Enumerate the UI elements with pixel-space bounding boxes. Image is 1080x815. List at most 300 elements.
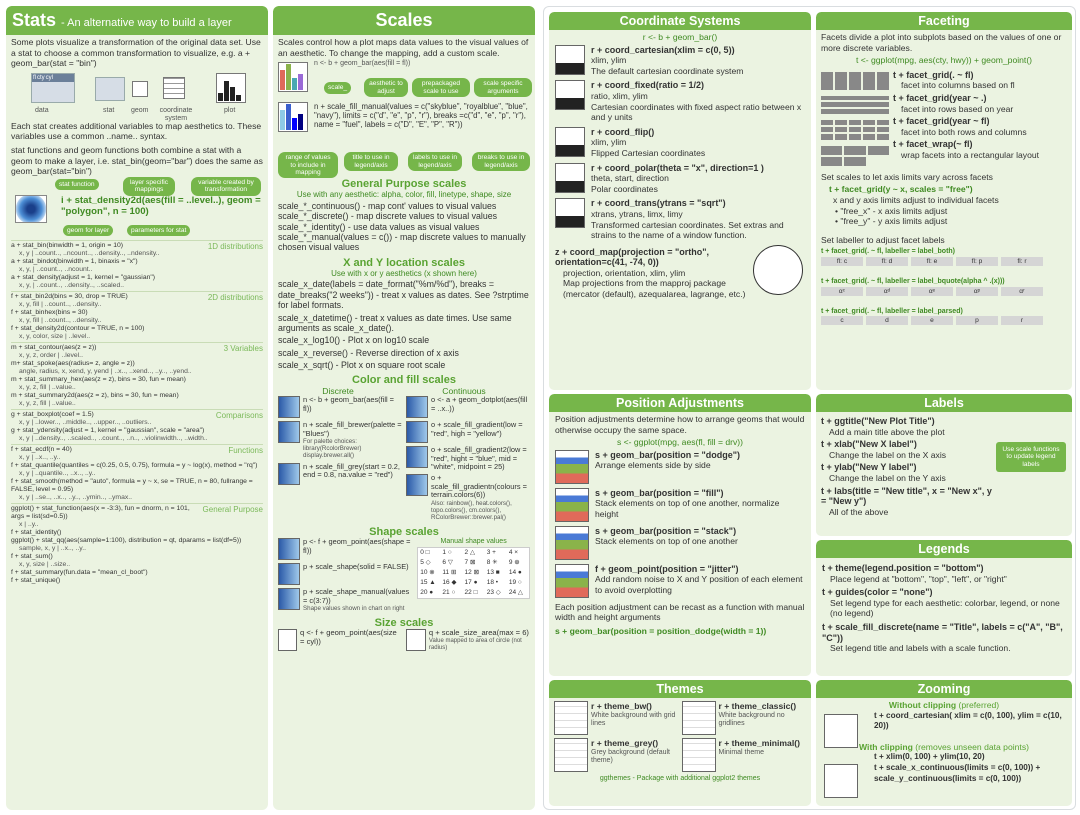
labels-title: Labels: [816, 394, 1072, 412]
coord-text: [591, 198, 805, 240]
stat-code: f + stat_density2d(contour = TRUE, n = 100): [11, 324, 145, 332]
col-fl: fl: [33, 74, 36, 81]
position-icon: [555, 526, 589, 560]
scales-column: [273, 6, 535, 810]
pill-params: parameters for stat: [127, 225, 190, 236]
scale-code1: n <- b + geom_bar(aes(fill = fl)): [314, 60, 411, 68]
facet-label-tab: fl: p: [956, 257, 998, 266]
stats-combine-text: stat functions and geom functions both combine a stat with a geom to make a layer, i.e. stat_bin(geom="bar") does the same as geom_bar(stat="bin"): [11, 144, 263, 177]
facet-desc: wrap facets into a rectangular layout: [901, 149, 1040, 160]
coord-item: [555, 127, 805, 159]
lab2-code: t + facet_grid(. ~ fl, labeller = label_bquote(alpha ^ .(x))): [821, 277, 1005, 285]
stats-title: Stats: [12, 10, 57, 30]
stat-code: f + stat_bin2d(bins = 30, drop = TRUE): [11, 292, 128, 300]
cf-discrete-text: [303, 396, 402, 418]
continuous-label: Continuous: [442, 385, 486, 396]
stat-vars: x, y | ..density.., ..scaled.., ..count.., ..n.., ..violinwidth.., ..width..: [19, 434, 208, 442]
cf-continuous-row: [406, 446, 530, 471]
facet-label-tab: c: [821, 316, 863, 325]
xy-item: scale_x_date(labels = date_format("%m/%d"), breaks = date_breaks("2 weeks")) - treat x values as dates. See ?strptime for label formats.: [278, 279, 529, 311]
coord-base: r <- b + geom_bar(): [642, 32, 718, 42]
pill-range: range of values to include in mapping: [278, 152, 338, 178]
stat-vars: x, y | ..lower.., ..middle.., ..upper.., ..outliers..: [19, 418, 152, 426]
xy-item: scale_x_sqrt() - Plot x on square root scale: [278, 360, 446, 371]
theme-icon: [682, 701, 716, 735]
data-table-icon: [31, 73, 75, 103]
stat-vars: x, y, | ..count.., ..ncount..: [19, 265, 93, 273]
size-area-icon: [406, 629, 426, 651]
theme-desc: White background with grid lines: [591, 711, 676, 728]
size-note: Value mapped to area of circle (not radius): [428, 637, 522, 651]
density2d-icon: [15, 195, 47, 223]
size-right-code: q + scale_size_area(max = 6): [428, 628, 529, 638]
zoom-code2: t + xlim(0, 100) + ylim(10, 20): [874, 752, 985, 762]
coord-item: [555, 80, 805, 122]
position-item: [555, 450, 805, 484]
cf-discrete-row: [278, 421, 402, 459]
facet-code: t + facet_grid(year ~ .): [893, 92, 987, 103]
xy-item: scale_x_reverse() - Reverse direction of x axis: [278, 347, 459, 358]
zoom-with: [822, 742, 1066, 753]
cf-discrete-code: n + scale_fill_brewer(palette = "Blues"): [303, 420, 402, 438]
stat-vars: x | ..y..: [19, 520, 39, 528]
stat-diagram: [11, 71, 263, 121]
position-code: s + geom_bar(position = "fill"): [595, 487, 724, 498]
legend-code: t + theme(legend.position = "bottom"): [822, 563, 984, 573]
legends-list: [816, 558, 1072, 656]
label-desc: Change the label on the Y axis: [829, 472, 946, 483]
shape-code: p + scale_shape_manual(values = c(3:7)): [303, 587, 410, 605]
facet-label-tab: p: [956, 316, 998, 325]
scale-anatomy: [278, 58, 530, 178]
position-desc: Stack elements on top of one another, normalize height: [595, 498, 780, 519]
scale-code2: n + scale_fill_manual(values = c("skyblue", "royalblue", "blue", "navy"), limits = c("d", "e", "p", "r"), breaks =c("d", "e", "p", "r"), name = "fuel", labels = c("D", "E", "P", "R")): [314, 102, 528, 130]
coord-map-args: projection, orientation, xlim, ylim: [563, 267, 686, 278]
theme-code: r + theme_minimal(): [718, 738, 800, 748]
size-left-code: q <- f + geom_point(aes(size = cyl)): [300, 628, 397, 646]
free-y-text: "free_y" - y axis limits adjust: [840, 216, 948, 227]
stat-code: f + stat_ecdf(n = 40): [11, 445, 72, 453]
cf-continuous-icon: [406, 396, 428, 418]
coord-text: [591, 80, 805, 122]
coord-desc: Flipped Cartesian coordinates: [591, 147, 706, 158]
shape-cell: 20 ●: [420, 588, 434, 596]
legend-code: t + guides(color = "none"): [822, 587, 933, 598]
shape-row: [278, 538, 413, 560]
legend-desc: Place legend at "bottom", "top", "left", or "right": [830, 573, 1007, 584]
theme-text: [719, 701, 807, 735]
position-item: [555, 488, 805, 522]
stat-code: m+ stat_spoke(aes(radius= z, angle = z)): [11, 359, 135, 367]
xy-item: scale_x_datetime() - treat x values as date times. Use same arguments as scale_x_date().: [278, 312, 512, 334]
pill-stat-function: stat function: [55, 179, 99, 190]
xy-sub: Use with x or y aesthetics (x shown here): [331, 268, 477, 278]
stat-vars: x, y, | ..count.., ..density.., ..scaled..: [19, 281, 125, 289]
legend-desc: Set legend type for each aesthetic: colorbar, legend, or none (no legend): [830, 597, 1060, 619]
coord-code: r + coord_fixed(ratio = 1/2): [591, 80, 705, 91]
cf-continuous-text: [431, 396, 530, 418]
stat-vars: x, y, z, fill | ..value..: [19, 399, 76, 407]
diagram-plot-label: plot: [224, 106, 236, 114]
coord-desc: Polar coordinates: [591, 183, 658, 194]
theme-desc: Minimal theme: [718, 748, 765, 756]
theme-text: [719, 738, 800, 772]
shape-cell: 6 ▽: [442, 558, 453, 566]
coord-map: [549, 245, 811, 302]
theme-item: [554, 701, 679, 735]
facet-code: t + facet_grid(year ~ fl): [893, 116, 990, 127]
label-code: t + ylab("New Y label"): [821, 462, 917, 473]
cf-continuous-icon: [406, 446, 428, 468]
position-list: [555, 450, 805, 598]
legend-code: t + scale_fill_discrete(name = "Title", labels = c("A", "B", "C")): [822, 621, 1063, 643]
position-desc: Arrange elements side by side: [595, 460, 711, 471]
cf-continuous-code: o <- a + geom_dotplot(aes(fill = ..x..)): [431, 395, 528, 413]
position-base: s <- ggplot(mpg, aes(fl, fill = drv)): [616, 437, 744, 448]
cf-discrete-list: [278, 396, 402, 524]
stat-vars: x, y, color, size | ..level..: [19, 332, 91, 340]
stat-code: g + stat_ydensity(adjust = 1, kernel = "gaussian", scale = "area"): [11, 426, 205, 434]
stat-vars: x, y | ..count.., ..ncount.., ..density.., ..ndensity..: [19, 249, 160, 257]
theme-code: r + theme_bw(): [591, 701, 652, 711]
stat-group: [11, 291, 263, 341]
coord-code: r + coord_trans(ytrans = "sqrt"): [591, 198, 726, 209]
stats-intro: Some plots visualize a transformation of the original data set. Use a stat to choose a common transformation to visualize, e.g. a + geom_bar(stat = "bin"): [11, 37, 261, 69]
stats-column: [6, 6, 268, 810]
coord-code: r + coord_polar(theta = "x", direction=1 ): [591, 162, 764, 173]
labels-panel: [816, 394, 1072, 536]
facet-intro: Facets divide a plot into subplots based on the values of one or more discrete variables.: [821, 32, 1062, 53]
stat-code: f + stat_sum(): [11, 552, 53, 560]
stat-vars: x, y, fill | ..count.., ..density..: [19, 316, 102, 324]
zooming-title: Zooming: [816, 680, 1072, 698]
labels-note: Use scale functions to update legend labels: [996, 442, 1066, 472]
facet-labeller-text: Set labeller to adjust facet labels: [821, 234, 945, 245]
position-icon: [555, 450, 589, 484]
stat-code: f + stat_quantile(quantiles = c(0.25, 0.5, 0.75), formula = y ~ log(x), method = "rq"): [11, 461, 258, 469]
diagram-stat-label: stat: [103, 106, 115, 114]
bar-fill-icon: [278, 62, 308, 92]
gp-item: scale_*_continuous() - map cont' values to visual values: [278, 200, 497, 211]
facet-free-x: • "free_x" - x axis limits adjust: [835, 205, 948, 216]
coord-args: xtrans, ytrans, limx, limy: [591, 208, 683, 219]
stat-group-name: Comparisons: [215, 410, 263, 420]
stat-example-code: i + stat_density2d(aes(fill = ..level..), geom = "polygon", n = 100): [61, 194, 261, 218]
shape-cell: 15 ▲: [420, 578, 436, 586]
facet-desc: facet into columns based on fl: [901, 80, 1015, 91]
position-code: s + geom_bar(position = "stack"): [595, 525, 737, 536]
label-desc: All of the above: [829, 506, 889, 517]
cf-discrete-icon: [278, 396, 300, 418]
facet-free-y: • "free_y" - y axis limits adjust: [835, 216, 948, 227]
pill-labels: labels to use in legend/axis: [408, 152, 462, 171]
stats-subtitle: - An alternative way to build a layer: [61, 17, 232, 29]
facet-wrap-icon: [821, 146, 889, 166]
facet-grid-icon: [821, 120, 889, 140]
shape-cell: 3 +: [486, 548, 496, 556]
theme-icon: [554, 701, 588, 735]
shape-cell: 23 ◇: [486, 588, 501, 596]
gp-list: [278, 201, 530, 253]
cf-continuous-note: Also: rainbow(), heat.colors(), topo.colors(), cm.colors(), RColorBrewer::brewer.pal(): [431, 499, 512, 522]
coord-grid-icon: [163, 77, 185, 99]
facet-scales-code: t + facet_grid(y ~ x, scales = "free"): [829, 184, 973, 195]
stat-code: f + stat_summary(fun.data = "mean_cl_boot"): [11, 568, 148, 576]
position-text: [595, 526, 738, 560]
theme-item: [682, 738, 807, 772]
themes-panel: [549, 680, 811, 806]
legend-desc: Set legend title and labels with a scale function.: [830, 643, 1011, 654]
facet-label-tab: αᵖ: [956, 287, 998, 296]
shape-cell: 8 ✳: [486, 558, 498, 566]
theme-code: r + theme_grey(): [591, 738, 659, 748]
shape-cell: 16 ◆: [442, 578, 457, 586]
position-desc: Add random noise to X and Y position of each element to avoid overplotting: [595, 574, 803, 595]
position-panel: [549, 394, 811, 676]
themes-grid: [549, 698, 811, 775]
cf-continuous-code: o + scale_fill_gradient(low = "red", high = "yellow"): [431, 420, 523, 438]
shape-list: [278, 538, 413, 615]
facet-label-tab: fl: e: [911, 257, 953, 266]
cf-continuous-text: [431, 421, 530, 443]
manual-shape-table: [417, 538, 530, 615]
stat-example: [11, 179, 263, 239]
shape-cell: 12 ⊠: [464, 568, 480, 576]
facet-base: t <- ggplot(mpg, aes(cty, hwy)) + geom_point(): [855, 55, 1033, 66]
facet-label-tab: αᵉ: [911, 287, 953, 296]
globe-icon: [753, 245, 803, 295]
stat-group: [11, 409, 263, 443]
shape-cell: 24 △: [508, 588, 523, 596]
stat-code: a + stat_bin(binwidth = 1, origin = 10): [11, 241, 124, 249]
lab2-tabs: [821, 287, 1067, 305]
facet-label-tab: r: [1001, 316, 1043, 325]
zoom-with-text: With clipping: [859, 741, 913, 752]
facet-desc: facet into both rows and columns: [901, 126, 1027, 137]
stat-code: m + stat_summary2d(aes(z = z), bins = 30, fun = mean): [11, 391, 179, 399]
discrete-label: Discrete: [322, 385, 354, 396]
stat-code: ggplot() + stat_function(aes(x = -3:3), fun = dnorm, n = 101, args = list(sd=0.5)): [11, 504, 190, 520]
position-icon: [555, 564, 589, 598]
cf-continuous-text: [431, 446, 530, 471]
position-code: f + geom_point(position = "jitter"): [595, 563, 739, 574]
stat-group-name: 2D distributions: [207, 292, 263, 302]
cf-discrete-code: n + scale_fill_grey(start = 0.2, end = 0.8, na.value = "red"): [303, 461, 400, 480]
position-text: [595, 488, 805, 522]
stats-vars-text: Each stat creates additional variables to map aesthetics to. These variables use a common ..name.. syntax.: [11, 120, 262, 142]
theme-desc: Grey background (default theme): [591, 748, 670, 765]
position-outro: Each position adjustment can be recast as a function with manual width and height arguments: [555, 601, 805, 623]
facet-icons: [821, 68, 889, 166]
shape-cell: 21 ○: [442, 588, 456, 596]
facet-code: t + facet_grid(. ~ fl): [893, 69, 974, 80]
coord-icon: [555, 198, 585, 228]
shape-cell: 19 ○: [508, 578, 522, 586]
coord-item: [555, 45, 805, 77]
facet-label-tab: e: [911, 316, 953, 325]
pill-layer-mappings: layer specific mappings: [123, 177, 175, 196]
shape-cell: 7 ⊠: [464, 558, 476, 566]
gp-item: scale_*_manual(values = c()) - map discrete values to manually chosen visual values: [278, 232, 526, 253]
shape-grid: [417, 547, 530, 599]
shape-cell: 18 •: [486, 578, 499, 586]
shape-text: [303, 588, 413, 612]
stat-group: [11, 444, 263, 502]
position-text: [595, 450, 740, 484]
lab3-tabs: [821, 316, 1067, 334]
shape-icon: [278, 563, 300, 585]
diagram-coord-label: coordinate system: [159, 106, 193, 123]
stat-vars: x, y | ..se.., ..x.., ..y.., ..ymin.., ..ymax..: [19, 493, 133, 501]
coord-text: [591, 127, 705, 159]
label-code: t + xlab("New X label"): [821, 439, 917, 450]
pill-scale-args: scale specific arguments: [474, 78, 532, 97]
facet-desc: facet into rows based on year: [901, 103, 1014, 114]
position-item: [555, 564, 805, 598]
coord-title: Coordinate Systems: [549, 12, 811, 30]
coord-args: xlim, ylim: [591, 137, 627, 148]
shape-cell: 2 △: [464, 548, 475, 556]
free-x-text: "free_x" - x axis limits adjust: [840, 205, 948, 216]
label-desc: Add a main title above the plot: [829, 426, 945, 437]
stat-code: m + stat_summary_hex(aes(z = z), bins = 30, fun = mean): [11, 375, 186, 383]
zoom-without: [822, 700, 1066, 711]
scales-intro: Scales control how a plot maps data values to the visual values of an aesthetic. To change the mapping, add a custom scale.: [278, 37, 529, 58]
coord-icon: [555, 127, 585, 157]
coord-desc: The default cartesian coordinate system: [591, 65, 744, 76]
facet-label-tab: fl: d: [866, 257, 908, 266]
zoom-with-note: (removes unseen data points): [915, 741, 1029, 752]
shape-text: [303, 563, 409, 585]
facet-rows-icon: [821, 96, 889, 114]
xy-item: scale_x_log10() - Plot x on log10 scale: [278, 335, 430, 346]
shape-title: Shape scales: [369, 526, 439, 539]
facet-label-tab: αᶜ: [821, 287, 863, 296]
facet-label-tab: d: [866, 316, 908, 325]
stat-code: f + stat_identity(): [11, 528, 62, 536]
shape-icon: [278, 538, 300, 560]
position-icon: [555, 488, 589, 522]
label-code: t + labs(title = "New title", x = "New x", y = "New y"): [821, 485, 992, 507]
stat-table-icon: [95, 77, 125, 101]
shape-icon: [278, 588, 300, 610]
shape-code: p + scale_shape(solid = FALSE): [303, 562, 409, 572]
stat-vars: x, y, z, fill | ..value..: [19, 383, 76, 391]
col-cty: cty: [37, 74, 45, 81]
cf-continuous-text: [431, 474, 530, 521]
pill-var-created: variable created by transformation: [191, 177, 261, 196]
cf-continuous-code: o + scale_fill_gradientn(colours = terrain.colors(6)): [431, 473, 527, 500]
position-text: [595, 564, 805, 598]
gp-item: scale_*_discrete() - map discrete values to visual values: [278, 211, 498, 222]
facet-code: t + facet_wrap(~ fl): [893, 139, 973, 150]
manual-shape-title: Manual shape values: [440, 538, 507, 546]
stat-group: [11, 342, 263, 408]
shape-code: p <- f + geom_point(aes(shape = fl)): [303, 537, 411, 555]
facet-scales-desc: x and y axis limits adjust to individual facets: [833, 194, 999, 205]
themes-title: Themes: [549, 680, 811, 698]
stat-group-name: General Purpose: [202, 504, 263, 514]
shape-row: [278, 563, 413, 585]
cf-continuous-code: o + scale_fill_gradient2(low = "red", hight = "blue", mid = "white", midpoint = 25): [431, 445, 527, 472]
shape-cell: 4 ×: [508, 548, 519, 556]
zoom-code3: t + scale_x_continuous(limits = c(0, 100)) + scale_y_continuous(limits = c(0, 100)): [874, 762, 1041, 783]
coord-code: r + coord_cartesian(xlim = c(0, 5)): [591, 44, 735, 55]
label-code: t + ggtitle("New Plot Title"): [821, 416, 935, 426]
stat-group: [11, 240, 263, 290]
pill-title: title to use in legend/axis: [344, 152, 398, 171]
coord-text: [591, 45, 743, 77]
facet-label-tab: αᵈ: [866, 287, 908, 296]
stat-code: ggplot() + stat_qq(aes(sample=1:100), distribution = qt, dparams = list(df=5)): [11, 536, 242, 544]
coord-args: ratio, xlim, ylim: [591, 90, 648, 101]
cf-discrete-icon: [278, 463, 300, 485]
stat-group: [11, 503, 263, 585]
xy-title: X and Y location scales: [343, 256, 465, 269]
position-outro-code: s + geom_bar(position = position_dodge(width = 1)): [555, 625, 767, 636]
theme-item: [682, 701, 807, 735]
cf-discrete-note: For palette choices: library(RcolorBrewer) display.brewer.all(): [303, 438, 362, 460]
coord-map-desc: Map projections from the mapproj package (mercator (default), azequalarea, lagrange, etc.): [563, 278, 746, 300]
position-title: Position Adjustments: [549, 394, 811, 412]
right-half: [543, 6, 1076, 810]
theme-code: r + theme_classic(): [718, 701, 797, 711]
stat-code: g + stat_boxplot(coef = 1.5): [11, 410, 94, 418]
gp-title: General Purpose scales: [341, 178, 467, 191]
stat-vars: sample, x, y | ..x.., ..y..: [19, 544, 86, 552]
geom-icon: [132, 81, 148, 97]
shape-row: [278, 588, 413, 612]
position-code: s + geom_bar(position = "dodge"): [595, 449, 741, 460]
shape-cell: 14 ●: [508, 568, 522, 576]
theme-text: [591, 738, 679, 772]
coord-map-code: z + coord_map(projection = "ortho", orientation=c(41, -74, 0)): [555, 246, 710, 268]
col-cyl: cyl: [45, 74, 54, 81]
cf-discrete-text: [303, 421, 402, 459]
label-desc: Change the label on the X axis: [829, 449, 947, 460]
diagram-data-label: data: [35, 106, 49, 114]
lab1-tabs: [821, 257, 1067, 275]
xy-list: [278, 279, 530, 370]
theme-text: [591, 701, 679, 735]
theme-item: [554, 738, 679, 772]
legends-panel: [816, 540, 1072, 676]
zooming-panel: [816, 680, 1072, 806]
shape-cell: 13 ■: [486, 568, 500, 576]
size-point-icon: [278, 629, 297, 651]
coord-desc: Cartesian coordinates with fixed aspect ratio between x and y units: [591, 101, 802, 123]
coord-list: [549, 45, 811, 241]
cf-discrete-text: [303, 463, 402, 485]
stat-vars: x, y, z, order | ..level..: [19, 351, 83, 359]
cf-continuous-row: [406, 474, 530, 521]
cf-continuous-icon: [406, 421, 428, 443]
stats-header: [6, 6, 268, 35]
zoom-without-text: Without clipping: [888, 700, 957, 710]
pill-scale: scale_: [324, 82, 351, 93]
position-item: [555, 526, 805, 560]
position-desc: Stack elements on top of one another: [595, 536, 738, 547]
plot-icon: [216, 73, 246, 103]
stat-group-name: 3 Variables: [223, 343, 263, 353]
stat-code: m + stat_contour(aes(z = z)): [11, 343, 97, 351]
shape-cell: 10 ⊗: [420, 568, 435, 576]
shape-text: [303, 538, 413, 560]
cf-discrete-row: [278, 396, 402, 418]
gp-item: scale_*_identity() - use data values as visual values: [278, 221, 480, 232]
cf-discrete-row: [278, 463, 402, 485]
diagram-geom-label: geom: [131, 106, 149, 114]
